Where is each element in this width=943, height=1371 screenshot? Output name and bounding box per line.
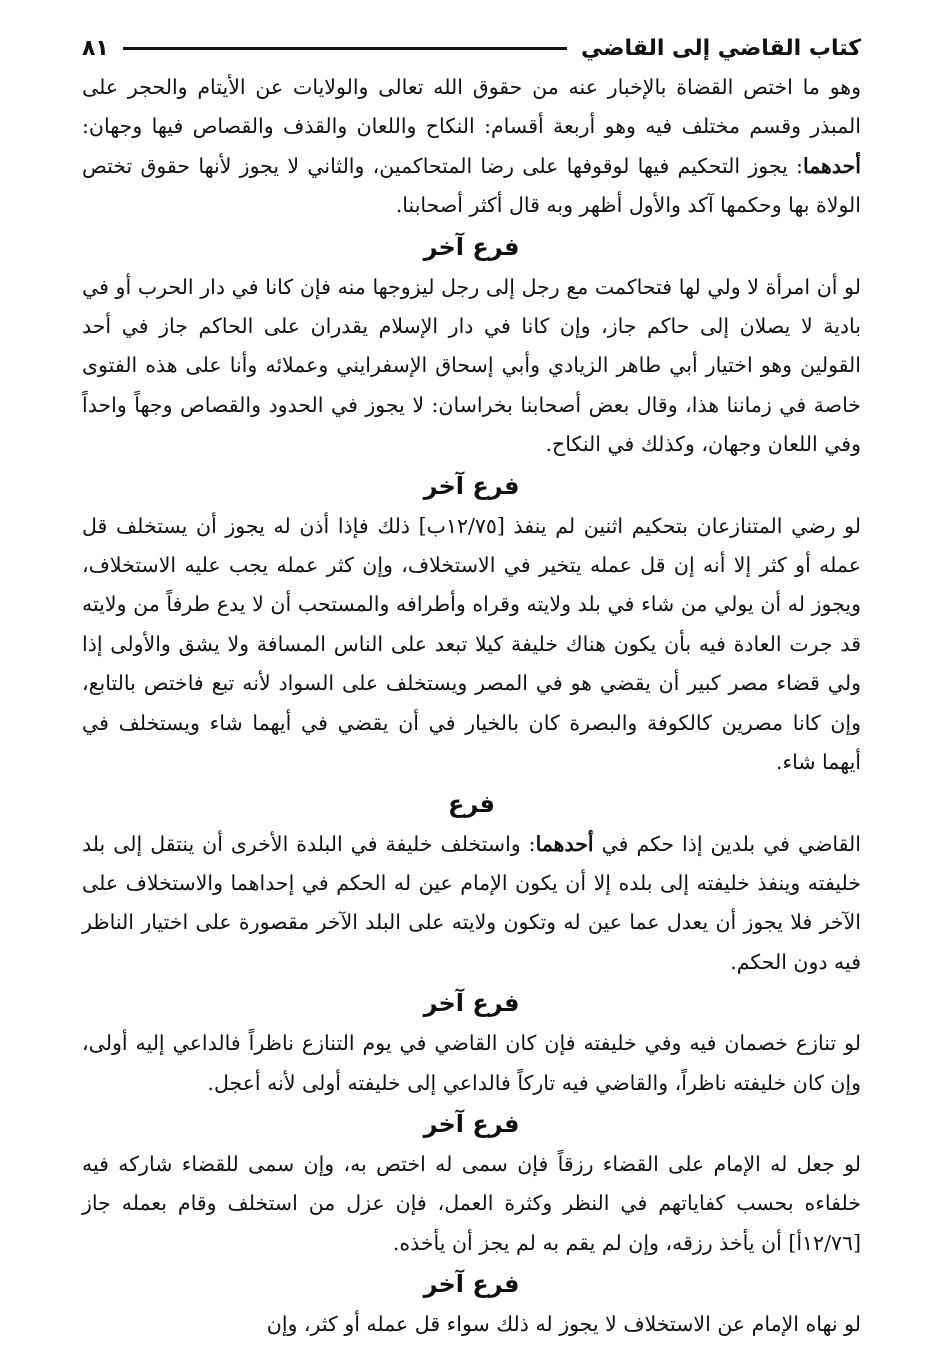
page-number: ٨١ [82, 35, 109, 61]
bold-term: أحدهما [535, 831, 594, 856]
paragraph-text: : يجوز التحكيم فيها لوقوفها على رضا المتحاكمين، والثاني لا يجوز لأنها حقوق تختص الولاة بها وحكمها آكد والأول أظهر وبه قال أكثر أصحابنا. [82, 153, 861, 218]
paragraph [82, 1145, 861, 1263]
header-rule [123, 47, 567, 50]
running-title: كتاب القاضي إلى القاضي [580, 35, 861, 61]
section-heading: فرع آخر [423, 232, 520, 261]
paragraph-intro [82, 68, 861, 226]
paragraph [82, 1024, 861, 1103]
paragraph-text: لو رضي المتنازعان بتحكيم اثنين لم ينفذ [١٢/٧٥ب] ذلك فإذا أذن له يجوز أن يستخلف قل عمله أو كثر إلا أنه إن قل عمله يتخير في الاستخلاف، وإن كثر عمله يجب عليه الاستخلاف، ويجوز له أن يولي من شاء في بلد ولايته وقراه وأطرافه والمستحب أن لا يدع طرفاً من ولايته قد جرت العادة فيه بأن يكون هناك خليفة كيلا تبعد على الناس المسافة ولا يشق والأولى إذا ولي قضاء مصر كبير أن يقضي هو في المصر ويستخلف على السواد لأنه تبع فاختص بالتابع، وإن كانا مصرين كالكوفة والبصرة كان بالخيار في أن يقضي في أيهما شاء ويستخلف في أيهما شاء. [82, 513, 861, 775]
paragraph-text: : واستخلف خليفة في البلدة الأخرى أن ينتقل إلى بلد خليفته وينفذ خليفته إلى بلده إلا أن يكون الإمام عين له الحكم في إحداهما والاستخلاف على الآخر فلا يجوز أن يعدل عما عين له وتكون ولايته على البلد الآخر مقصورة على اختيار الناظر فيه دون الحكم. [82, 831, 861, 974]
bold-term: أحدهما [802, 153, 861, 178]
paragraph [82, 825, 861, 983]
section-heading: فرع آخر [423, 1270, 520, 1299]
page-header [82, 28, 861, 68]
paragraph-text: لو نهاه الإمام عن الاستخلاف لا يجوز له ذلك سواء قل عمله أو كثر، وإن [266, 1312, 861, 1337]
paragraph [82, 1305, 861, 1344]
paragraph-text: القاضي في بلدين إذا حكم في [593, 831, 861, 856]
paragraph-text: لو جعل له الإمام على القضاء رزقاً فإن سمى له اختص به، وإن سمى للقضاء شاركه فيه خلفاءه بحسب كفاياتهم في النظر وكثرة العمل، فإن عزل من استخلف وقام بعمله جاز [١٢/٧٦أ] أن يأخذ رزقه، وإن لم يقم به لم يجز أن يأخذه. [82, 1151, 861, 1255]
section-heading: فرع آخر [423, 471, 520, 500]
paragraph-text: لو أن امرأة لا ولي لها فتحاكمت مع رجل إلى رجل ليزوجها منه فإن كانا في دار الحرب أو في بادية لا يصلان إلى حاكم جاز، وإن كانا في دار الإسلام يقدران على الحاكم جاز في أحد القولين وهو اختيار أبي طاهر الزيادي وأبي إسحاق الإسفرايني وعملائه وأنا على هذه الفتوى خاصة في زماننا هذا، وقال بعض أصحابنا بخراسان: لا يجوز في الحدود والقصاص وجهاً واحداً وفي اللعان وجهان، وكذلك في النكاح. [82, 274, 861, 457]
paragraph [82, 507, 861, 783]
section-heading: فرع آخر [423, 1109, 520, 1138]
paragraph-text: وهو ما اختص القضاة بالإخبار عنه من حقوق الله تعالى والولايات عن الأيتام والحجر على المبذر وقسم مختلف فيه وهو أربعة أقسام: النكاح واللعان والقذف والقصاص فيها وجهان: [82, 75, 861, 139]
section-heading: فرع [447, 789, 496, 818]
paragraph [82, 268, 861, 465]
section-heading: فرع آخر [423, 989, 520, 1018]
paragraph-text: لو تنازع خصمان فيه وفي خليفته فإن كان القاضي في يوم التنازع ناظراً فالداعي إليه أولى، وإن كان خليفته ناظراً، والقاضي فيه تاركاً فالداعي إلى خليفته أولى لأنه أعجل. [82, 1031, 861, 1095]
